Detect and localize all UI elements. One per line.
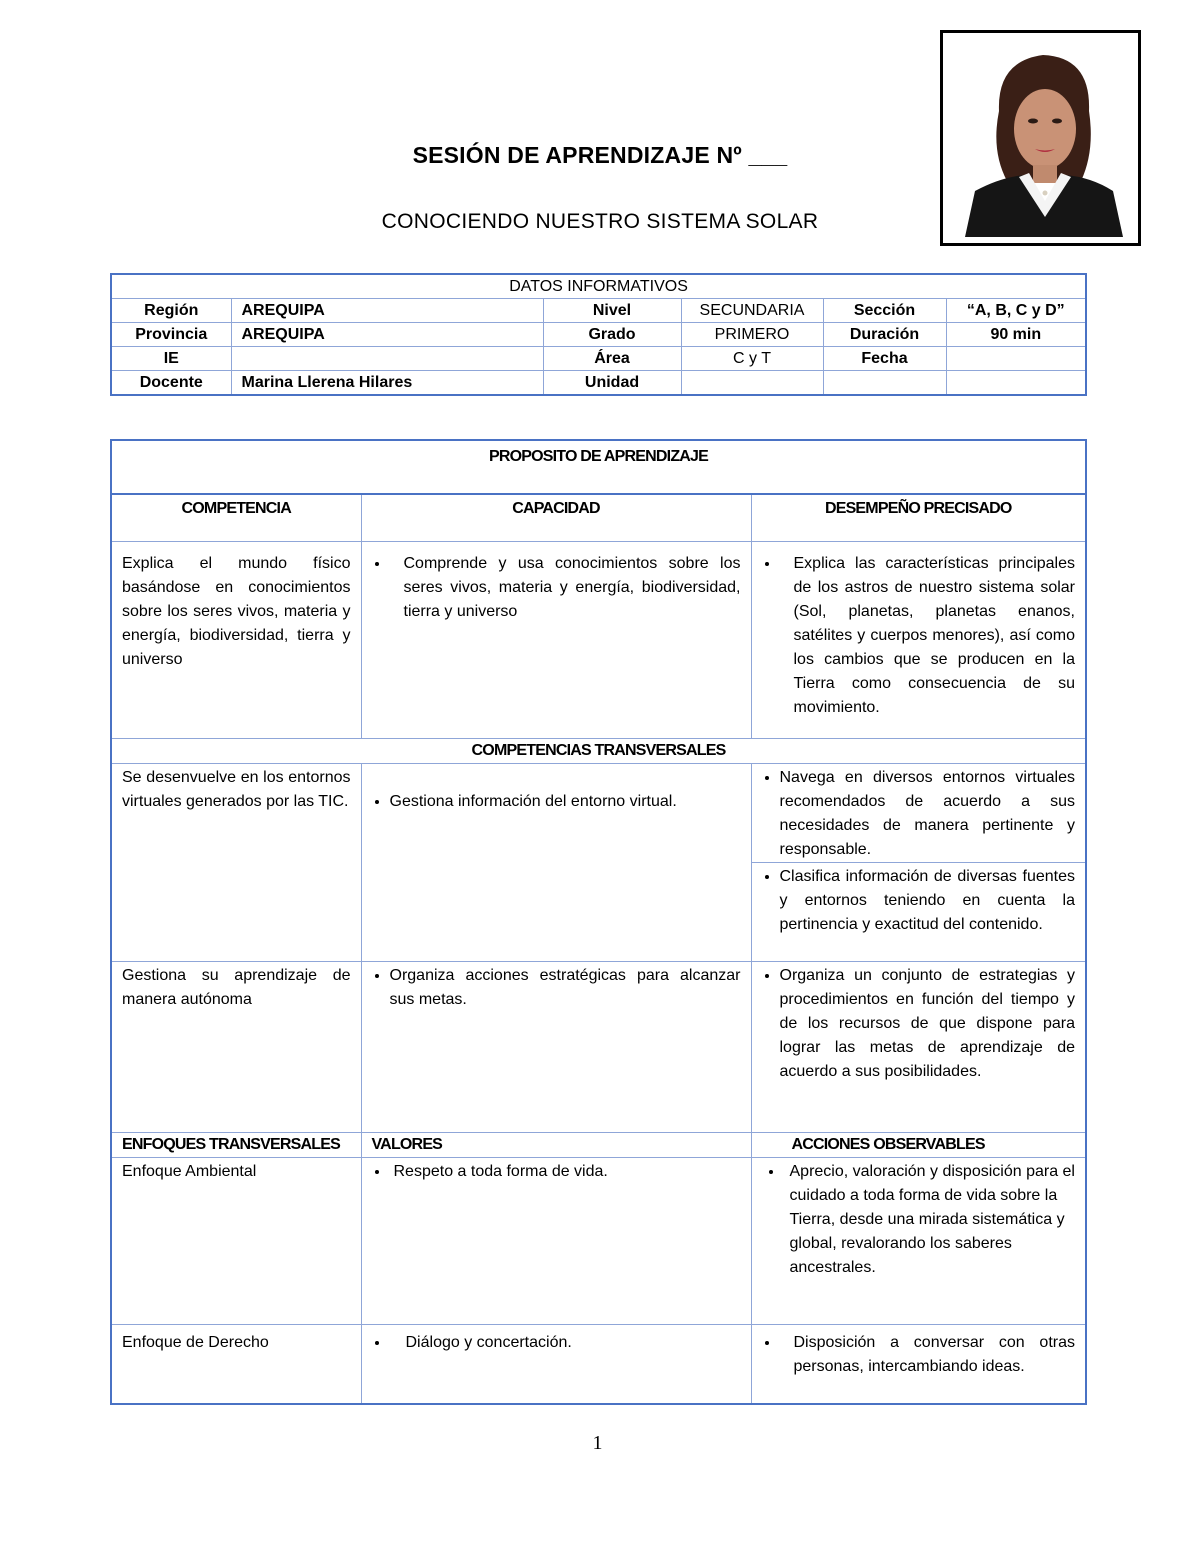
transversales-heading: COMPETENCIAS TRANSVERSALES <box>111 739 1086 764</box>
docente-value: Marina Llerena Hilares <box>231 371 543 396</box>
region-label: Región <box>111 299 231 323</box>
capacidad-2-cell <box>361 764 751 962</box>
table-row <box>111 1325 1086 1405</box>
ie-label: IE <box>111 347 231 371</box>
competencia-1: Explica el mundo físico basándose en conocimientos sobre los seres vivos, materia y energía, biodiversidad, tierra y universo <box>111 542 361 739</box>
nivel-value: SECUNDARIA <box>681 299 823 323</box>
desempeno-1: • Explica las características principales de los astros de nuestro sistema solar (Sol, planetas, planetas enanos, satélites y cuerpos menores), así como los cambios que se producen en la Tierra como consecuencia de su movimiento. <box>780 552 1076 720</box>
table-row <box>111 1158 1086 1325</box>
capacidad-1-cell <box>361 542 751 739</box>
ie-value <box>231 347 543 371</box>
col-valores: VALORES <box>361 1133 751 1158</box>
empty-cell <box>823 371 946 396</box>
desempeno-3: • Organiza un conjunto de estrategias y procedimientos en función del tiempo y de los recursos de que dispone para lograr las metas de aprendizaje de acuerdo a sus posibilidades. <box>780 964 1076 1084</box>
session-subtitle: CONOCIENDO NUESTRO SISTEMA SOLAR <box>381 210 819 233</box>
col-acciones: ACCIONES OBSERVABLES <box>751 1133 1086 1158</box>
table-row <box>111 371 1086 396</box>
duracion-label: Duración <box>823 323 946 347</box>
valor-1-cell <box>361 1158 751 1325</box>
grado-value: PRIMERO <box>681 323 823 347</box>
session-title: SESIÓN DE APRENDIZAJE Nº ___ <box>412 142 788 168</box>
col-desempeno: DESEMPEÑO PRECISADO <box>751 494 1086 542</box>
region-value: AREQUIPA <box>231 299 543 323</box>
accion-2: • Disposición a conversar con otras personas, intercambiando ideas. <box>780 1331 1076 1379</box>
provincia-label: Provincia <box>111 323 231 347</box>
provincia-value: AREQUIPA <box>231 323 543 347</box>
table-row <box>111 962 1086 1133</box>
fecha-value <box>946 347 1086 371</box>
area-value: C y T <box>681 347 823 371</box>
valor-1: • Respeto a toda forma de vida. <box>390 1160 741 1184</box>
table-row <box>111 299 1086 323</box>
enfoque-1: Enfoque Ambiental <box>111 1158 361 1325</box>
docente-label: Docente <box>111 371 231 396</box>
col-competencia: COMPETENCIA <box>111 494 361 542</box>
unidad-value <box>681 371 823 396</box>
capacidad-3: • Organiza acciones estratégicas para alcanzar sus metas. <box>390 964 741 1012</box>
col-capacidad: CAPACIDAD <box>361 494 751 542</box>
page-number: 1 <box>592 1432 603 1454</box>
valor-2-cell <box>361 1325 751 1405</box>
table-row <box>111 764 1086 863</box>
desempeno-2b: • Clasifica información de diversas fuentes y entornos teniendo en cuenta la pertinencia y exactitud del contenido. <box>780 865 1076 937</box>
datos-informativos-table <box>110 273 1087 396</box>
valor-2: • Diálogo y concertación. <box>390 1331 741 1355</box>
seccion-label: Sección <box>823 299 946 323</box>
proposito-table <box>110 439 1087 1405</box>
area-label: Área <box>543 347 681 371</box>
desempeno-3-cell <box>751 962 1086 1133</box>
proposito-heading: PROPOSITO DE APRENDIZAJE <box>111 440 1086 494</box>
unidad-label: Unidad <box>543 371 681 396</box>
desempeno-2b-cell <box>751 863 1086 962</box>
seccion-value: “A, B, C y D” <box>946 299 1086 323</box>
duracion-value: 90 min <box>946 323 1086 347</box>
col-enfoques: ENFOQUES TRANSVERSALES <box>111 1133 361 1158</box>
capacidad-1: • Comprende y usa conocimientos sobre los seres vivos, materia y energía, biodiversidad, tierra y universo <box>390 552 741 624</box>
competencia-3: Gestiona su aprendizaje de manera autónoma <box>111 962 361 1133</box>
accion-1-cell <box>751 1158 1086 1325</box>
empty-cell <box>946 371 1086 396</box>
table-row <box>111 323 1086 347</box>
nivel-label: Nivel <box>543 299 681 323</box>
accion-2-cell <box>751 1325 1086 1405</box>
teacher-photo <box>940 30 1141 246</box>
desempeno-1-cell <box>751 542 1086 739</box>
capacidad-3-cell <box>361 962 751 1133</box>
desempeno-2a: • Navega en diversos entornos virtuales recomendados de acuerdo a sus necesidades de manera pertinente y responsable. <box>780 766 1076 862</box>
enfoque-2: Enfoque de Derecho <box>111 1325 361 1405</box>
desempeno-2a-cell <box>751 764 1086 863</box>
table-row <box>111 542 1086 739</box>
datos-heading: DATOS INFORMATIVOS <box>111 274 1086 299</box>
grado-label: Grado <box>543 323 681 347</box>
accion-1: • Aprecio, valoración y disposición para el cuidado a toda forma de vida sobre la Tierra, desde una mirada sistemática y global, revalorando los saberes ancestrales. <box>784 1160 1076 1280</box>
teacher-portrait-image <box>961 41 1125 237</box>
capacidad-2: • Gestiona información del entorno virtual. <box>390 790 741 814</box>
table-row <box>111 347 1086 371</box>
competencia-2: Se desenvuelve en los entornos virtuales generados por las TIC. <box>111 764 361 962</box>
fecha-label: Fecha <box>823 347 946 371</box>
